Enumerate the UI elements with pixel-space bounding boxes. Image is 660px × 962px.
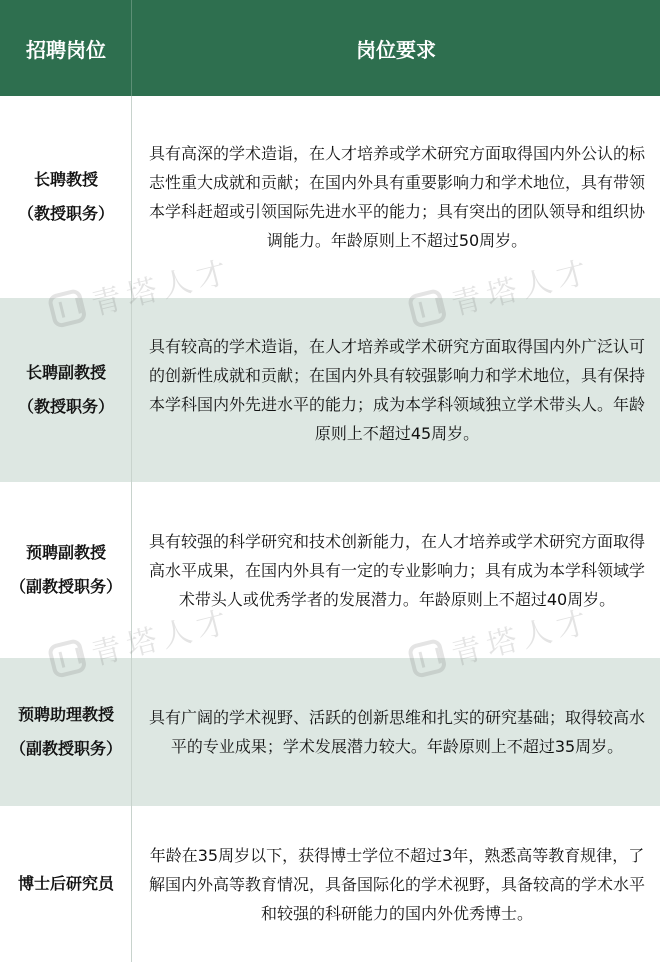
table-row xyxy=(0,658,660,806)
requirement-cell: 具有高深的学术造诣，在人才培养或学术研究方面取得国内外公认的标志性重大成就和贡献；在国内外具有重要影响力和学术地位，具有带领本学科赶超或引领国际先进水平的能力；具有突出的团队领导和组织协调能力。年龄原则上不超过50周岁。 xyxy=(148,144,645,250)
watermark-text: 青塔人才 xyxy=(448,603,597,673)
column-divider xyxy=(131,806,132,962)
position-cell xyxy=(0,298,132,482)
column-divider xyxy=(131,482,132,658)
position-title: 长聘副教授 xyxy=(25,363,106,382)
position-subtitle: （副教授职务） xyxy=(9,577,122,596)
watermark-text: 青塔人才 xyxy=(88,603,237,673)
position-cell xyxy=(0,658,132,806)
position-cell xyxy=(0,806,132,962)
requirement-cell: 具有广阔的学术视野、活跃的创新思维和扎实的研究基础；取得较高水平的专业成果；学术发展潜力较大。年龄原则上不超过35周岁。 xyxy=(148,708,645,756)
table-row xyxy=(0,482,660,658)
position-cell xyxy=(0,96,132,298)
column-divider xyxy=(131,96,132,298)
watermark-text: 青塔人才 xyxy=(448,253,597,323)
position-subtitle: （教授职务） xyxy=(17,397,114,416)
position-title: 预聘副教授 xyxy=(25,543,106,562)
position-subtitle: （副教授职务） xyxy=(9,739,122,758)
position-cell xyxy=(0,482,132,658)
table-row xyxy=(0,298,660,482)
watermark-text: 青塔人才 xyxy=(88,253,237,323)
table-header xyxy=(0,0,660,96)
header-position: 招聘岗位 xyxy=(26,37,106,62)
position-subtitle: （教授职务） xyxy=(17,204,114,223)
requirement-cell: 具有较强的科学研究和技术创新能力，在人才培养或学术研究方面取得高水平成果，在国内外具有一定的专业影响力；具有成为本学科领域学术带头人或优秀学者的发展潜力。年龄原则上不超过40周岁。 xyxy=(148,531,645,609)
position-title: 长聘教授 xyxy=(33,170,98,189)
column-divider xyxy=(131,658,132,806)
position-title: 博士后研究员 xyxy=(17,874,114,893)
position-title: 预聘助理教授 xyxy=(17,705,114,724)
header-requirement: 岗位要求 xyxy=(356,37,436,62)
requirement-cell: 年龄在35周岁以下，获得博士学位不超过3年，熟悉高等教育规律，了解国内外高等教育情况，具备国际化的学术视野，具备较高的学术水平和较强的科研能力的国内外优秀博士。 xyxy=(148,845,645,923)
table-row xyxy=(0,96,660,298)
table-row xyxy=(0,806,660,962)
column-divider xyxy=(131,298,132,482)
requirement-cell: 具有较高的学术造诣，在人才培养或学术研究方面取得国内外广泛认可的创新性成就和贡献；在国内外具有较强影响力和学术地位，具有保持本学科国内外先进水平的能力；成为本学科领域独立学术带头人。年龄原则上不超过45周岁。 xyxy=(148,337,645,443)
